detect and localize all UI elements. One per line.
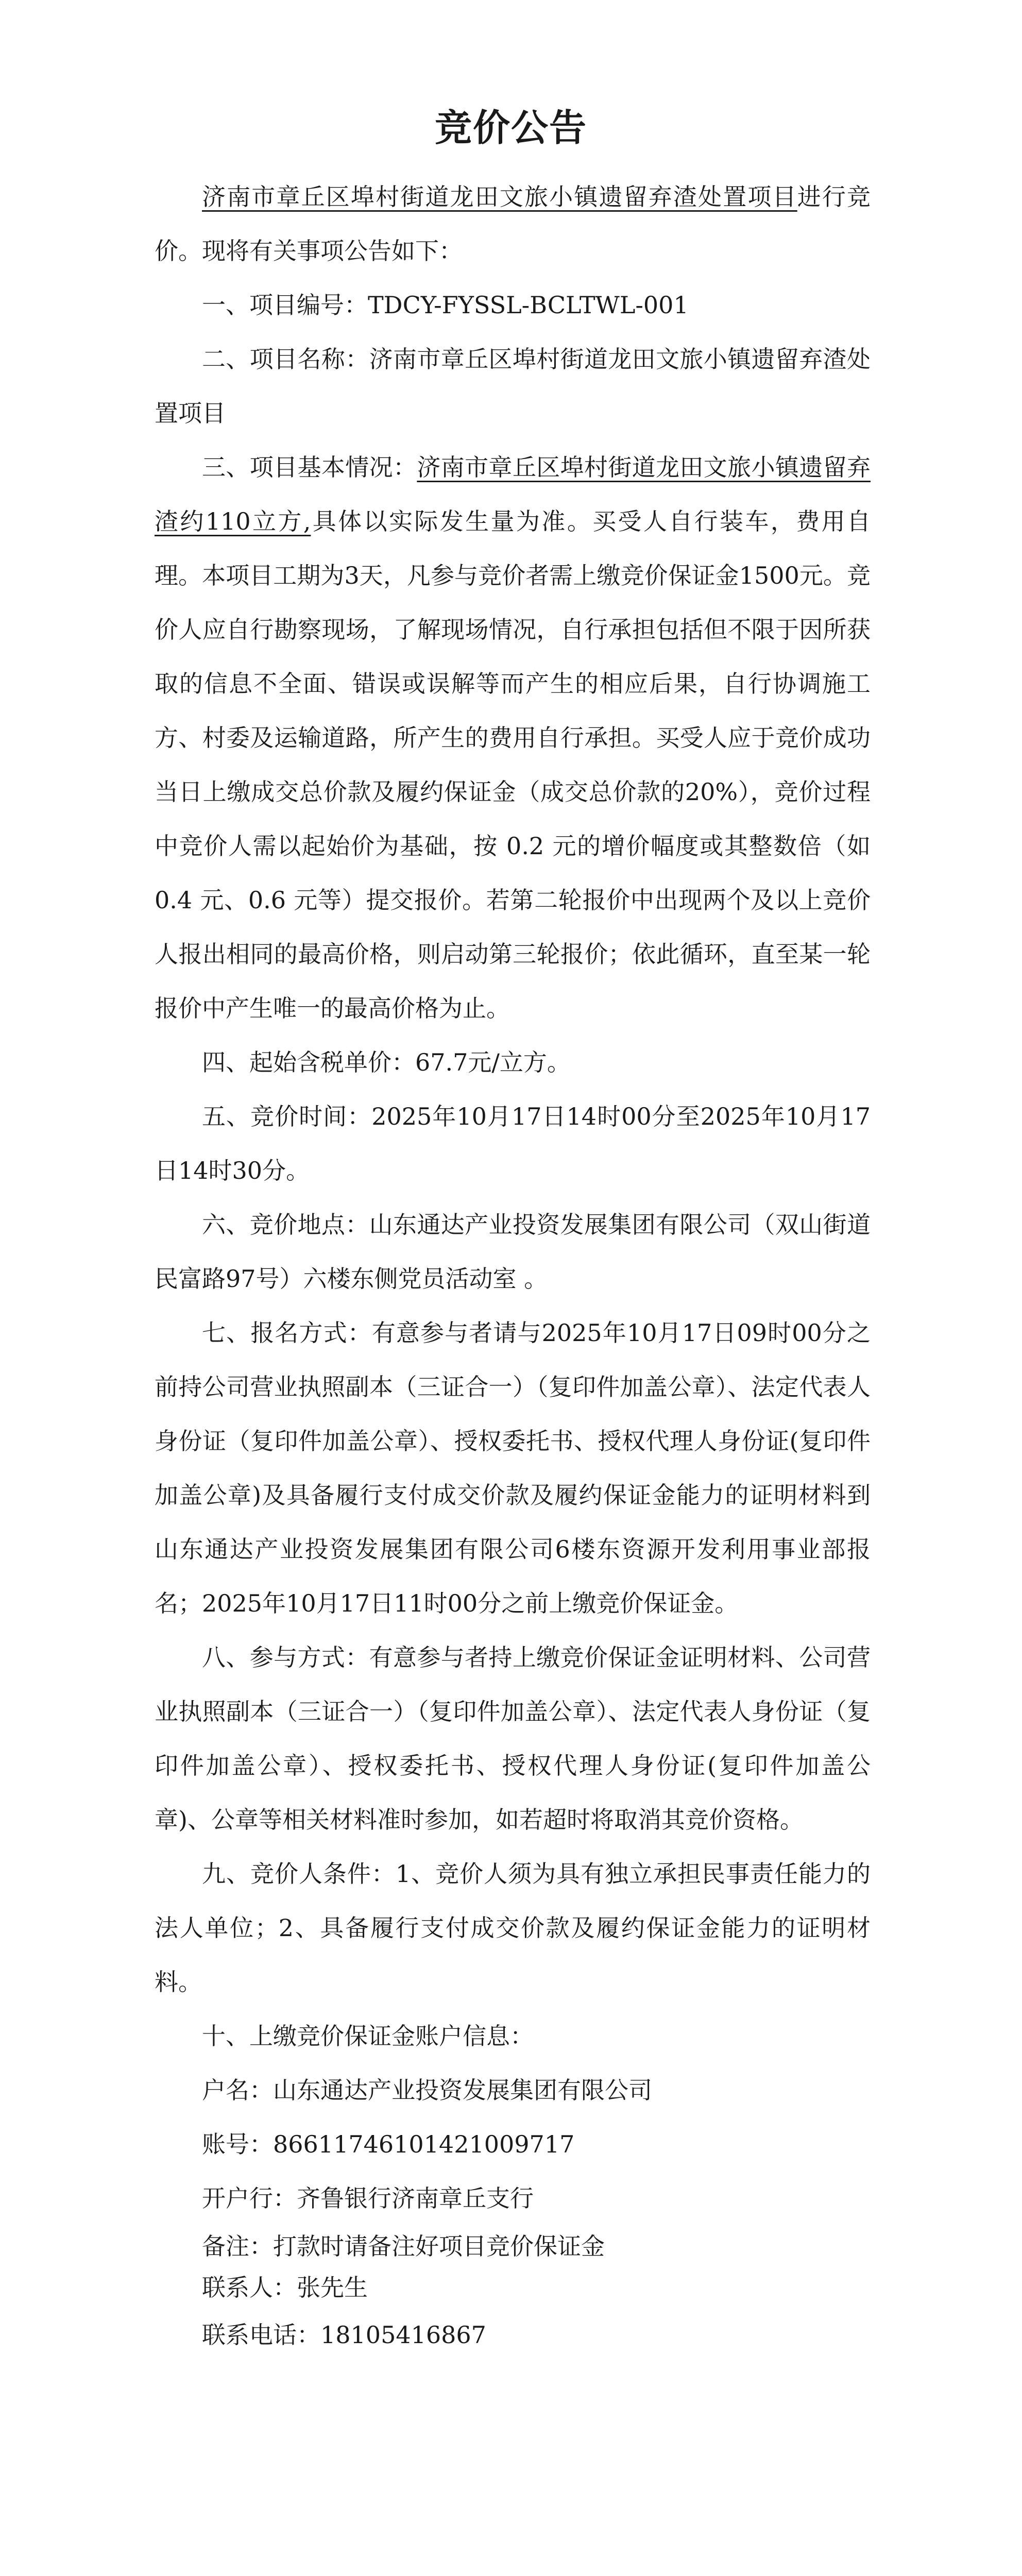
item-bidding-location: 六、竞价地点：山东通达产业投资发展集团有限公司（双山街道民富路97号）六楼东侧党员活动室 。 — [155, 1211, 871, 1293]
item3-underlined-text: 济南市章丘区埠村街道龙田文旅小镇遗留弃渣约110立方, — [155, 453, 871, 535]
contact-phone: 联系电话：18105416867 — [202, 2321, 486, 2349]
item3-label: 三、项目基本情况： — [202, 453, 417, 481]
intro-paragraph — [155, 170, 871, 278]
document-title: 竞价公告 — [434, 106, 587, 149]
item-participation-method: 八、参与方式：有意参与者持上缴竞价保证金证明材料、公司营业执照副本（三证合一）（复印件加盖公章）、法定代表人身份证（复印件加盖公章）、授权委托书、授权代理人身份证(复印件加盖公章)、公章等相关材料准时参加，如若超时将取消其竞价资格。 — [155, 1643, 871, 1834]
contact-person: 联系人：张先生 — [202, 2274, 368, 2301]
account-name: 户名：山东通达产业投资发展集团有限公司 — [202, 2076, 652, 2104]
item-project-number: 一、项目编号：TDCY-FYSSL-BCLTWL-001 — [202, 291, 689, 319]
item-project-overview — [155, 440, 871, 1036]
item-deposit-account-heading: 十、上缴竞价保证金账户信息： — [202, 2022, 534, 2050]
account-remark: 备注：打款时请备注好项目竞价保证金 — [202, 2232, 605, 2260]
item-bidder-conditions: 九、竞价人条件：1、竞价人须为具有独立承担民事责任能力的法人单位；2、具备履行支付成交价款及履约保证金能力的证明材料。 — [155, 1860, 871, 1996]
item-project-name: 二、项目名称：济南市章丘区埠村街道龙田文旅小镇遗留弃渣处置项目 — [155, 345, 871, 427]
account-number: 账号：8661174610142100971​7 — [202, 2130, 575, 2158]
document-body — [155, 170, 871, 2362]
item-starting-price: 四、起始含税单价：67.7元/立方。 — [202, 1048, 571, 1076]
intro-text: 进行竞价。现将有关事项公告如下： — [155, 183, 871, 265]
intro-project-name: 济南市章丘区埠村街道龙田文旅小镇遗留弃渣处置项目 — [202, 183, 797, 211]
account-bank: 开户行：齐鲁银行济南章丘支行 — [202, 2184, 534, 2212]
item-registration-method: 七、报名方式：有意参与者请与2025年10月17日09时00分之前持公司营业执照副本（三证合一）（复印件加盖公章）、法定代表人身份证（复印件加盖公章）、授权委托书、授权代理人身份证(复印件加盖公章)及具备履行支付成交价款及履约保证金能力的证明材料到山东通达产业投资发展集团有限公司6楼东资源开发利用事业部报名；2025年10月17日11时00分之前上缴竞价保证金。 — [155, 1319, 871, 1617]
item3-details: 具体以实际发生量为准。买受人自行装车，费用自理。本项目工期为3天，凡参与竞价者需上缴竞价保证金1500元。竞价人应自行勘察现场，了解现场情况，自行承担包括但不限于因所获取的信息不全面、错误或误解等而产生的相应后果，自行协调施工方、村委及运输道路，所产生的费用自行承担。买受人应于竞价成功当日上缴成交总价款及履约保证金（成交总价款的20%），竞价过程中竞价人需以起始价为基础，按 0.2 元的增价幅度或其整数倍（如 0.4 元、0.6 元等）提交报价。若第二轮报价中出现两个及以上竞价人报出相同的最高价格，则启动第三轮报价；依此循环，直至某一轮报价中产生唯一的最高价格为止。 — [155, 507, 871, 1022]
item-bidding-time: 五、竞价时间：2025年10月17日14时00分至2025年10月17日14时30分。 — [155, 1103, 871, 1184]
